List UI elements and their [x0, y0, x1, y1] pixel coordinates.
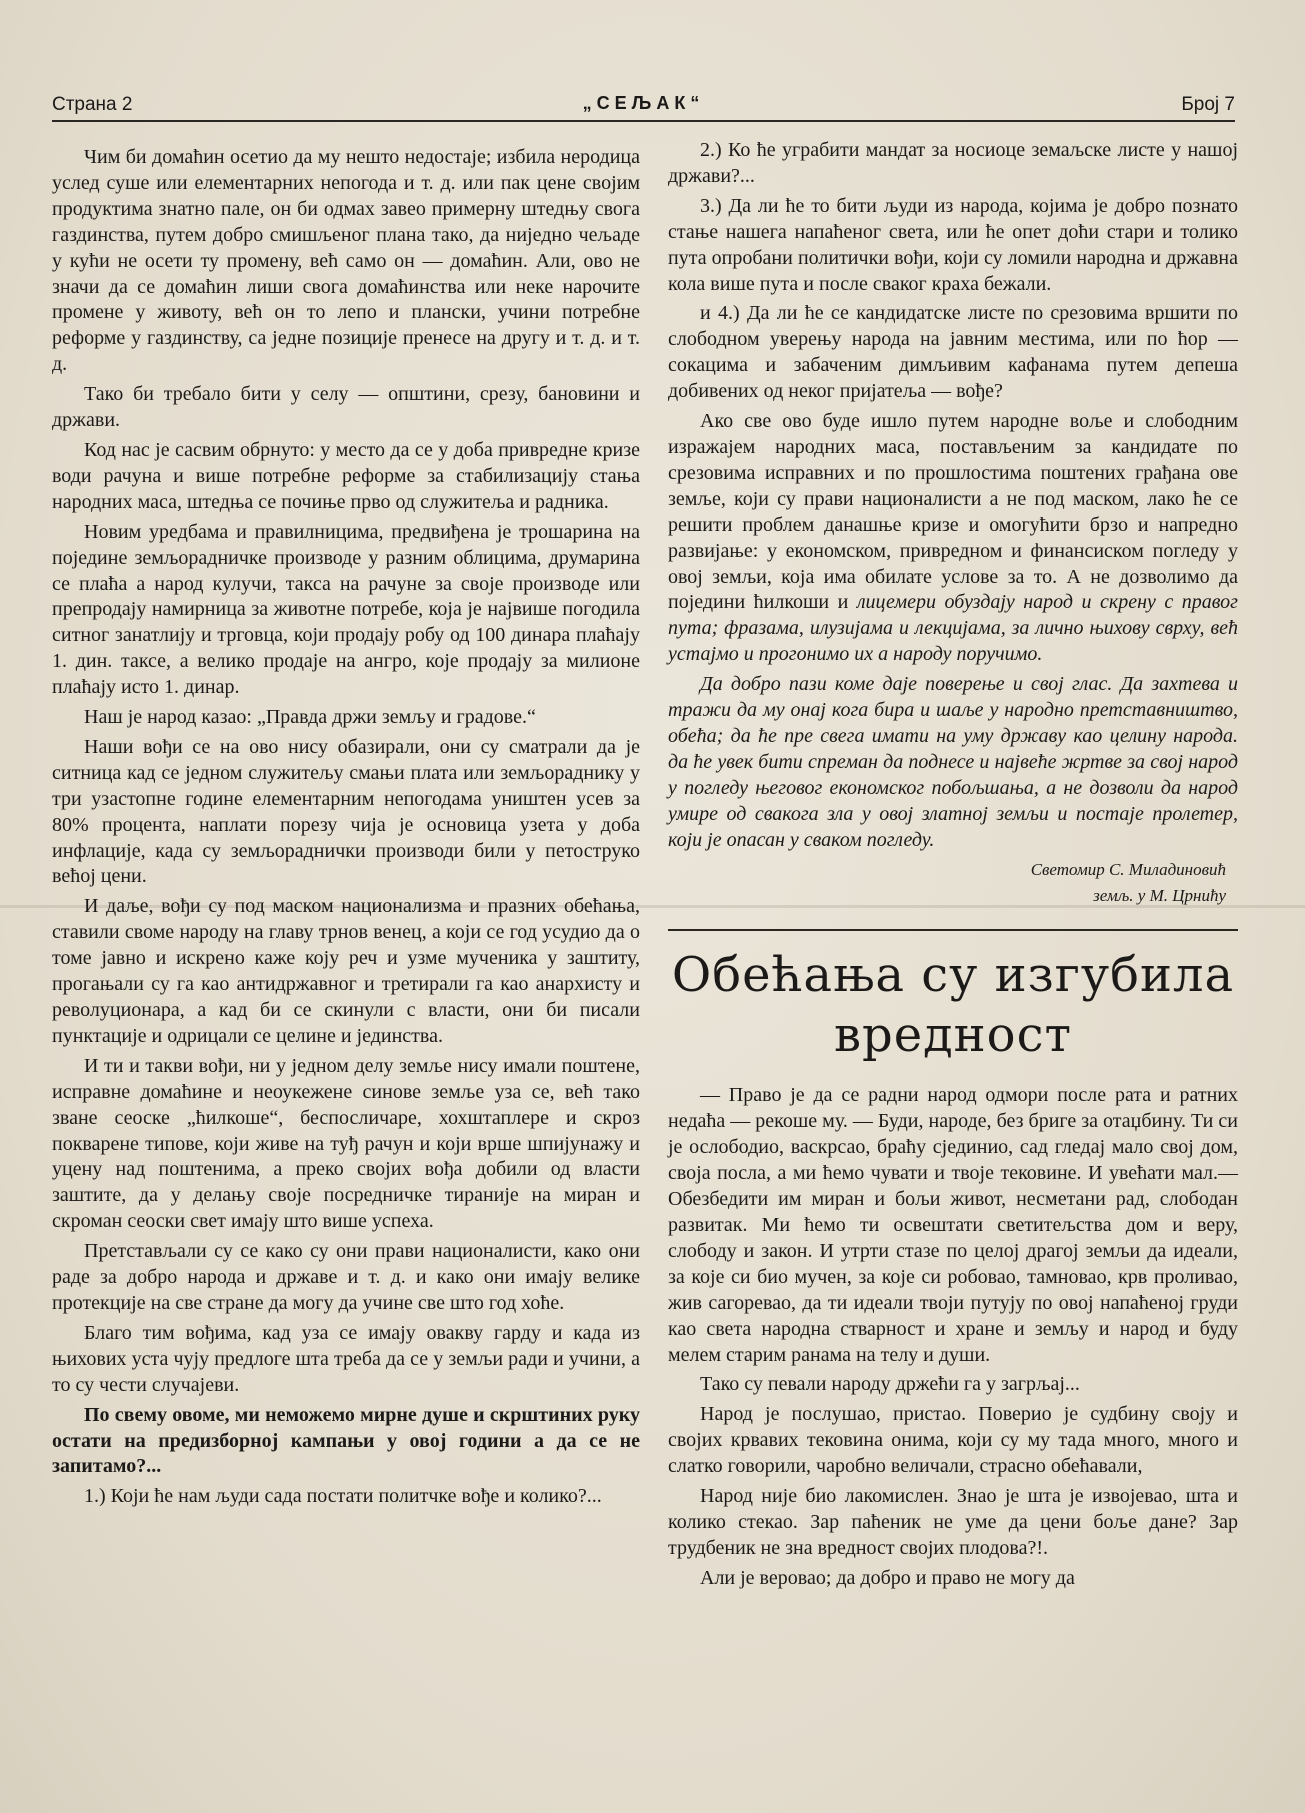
paragraph: Тако су певали народу држећи га у загрљај... [700, 1373, 1080, 1396]
issue-number: Број 7 [1181, 94, 1235, 115]
author-place: земљ. у М. Црнићу [1093, 886, 1226, 906]
paragraph: Наш је народ казао: „Правда држи земљу и градове.“ [84, 706, 536, 729]
paragraph: Народ није био лакомислен. Знао је шта је извојевао, шта и колико стекао. Зар паћеник не уме да цени боље дане? Зар трудбеник не зна вредност својих плодова?!. [668, 1485, 1238, 1559]
article-headline: Обећања су изгубила вредност [671, 947, 1235, 1064]
paragraph: Претстављали су се како су они прави националисти, како они раде за добро народа и државе и т. д. и како они имају велике протекције на све стране да могу да учине све што год хоће. [52, 1240, 640, 1314]
paragraph: и 4.) Да ли ће се кандидатске листе по срезовима вршити по слободном уверењу народа на јавним местима, или по ћор — сокацима и забаченим димљивим кафанама путем депеша добивених од неког пријатеља — вође? [668, 302, 1238, 403]
paragraph: Али је веровао; да добро и право не могу да [700, 1566, 1075, 1589]
paragraph: И даље, вођи су под маском национализма и празних обећања, ставили своме народу на главу трнов венец, а који се год усудио да о томе јавно и искрено каже коју реч и узме мученика у заштиту, прогањали су га као антидржавног и третирали га као анархисту и револуционара, а кад би се скинули с власти, они би писали пунктације и одрицали се целине и јединства. [52, 895, 640, 1047]
text-regular: Ако све ово буде ишло путем народне воље и слободним изражајем народних маса, постављеним за кандидате по срезовима исправних и по прошлостима поштених грађана ове земље, који су прави националисти а не под маском, лако ће се решити проблем данашње кризе и омогућити брзо и напредно развијање: у економском, привредном и финансиском погледу у овој земљи, која има обилате услове за то. А не дозволимо да поједини ћилкоши и [668, 410, 1238, 614]
text-italic: лицемери обуздају народ и скрену с правог пута; фразама, илузијама и лекцијама, за лично њихову сврху, већ устајмо и прогонимо их а народу поручимо. [668, 591, 1238, 666]
newspaper-title: „СЕЉАК“ [582, 93, 705, 113]
paragraph: 3.) Да ли ће то бити људи из народа, којима је добро познато стање нашега напаћеног света, или ће опет доћи стари и толико пута опробани политички вођи, који су ломили народна и државна кола више пута и после сваког краха бежали. [668, 194, 1238, 295]
paragraph: Новим уредбама и правилницима, предвиђена је трошарина на поједине земљорадничке производе у разним облицима, друмарина се плаћа а народ кулучи, такса на рачуне за своје производе или препродају намирница за животне потребе, која је највише погодила ситног занатлију и трговца, који продају робу од 100 динара плаћају 1. дин. таксе, а велико продаје на ангро, које продају за милионе плаћају исто 1. динар. [52, 520, 640, 699]
divider [668, 929, 1238, 931]
left-column [52, 145, 640, 1514]
bold-paragraph: По свему овоме, ми неможемо мирне душе и скрштиних руку остати на предизборној кампањи у овој години а да се не запитамо?... [52, 1403, 640, 1478]
page-header [52, 88, 1235, 122]
paragraph: Чим би домаћин осетио да му нешто недостаје; избила неродица услед суше или елементарних непогода и т. д. или пак цене својим продуктима знатно пале, он би одмах завео примерну штедњу свога газдинства, путем добро смишљеног плана тако, да ниједно чељаде у кући не осети ту промену, већ само он — домаћин. Али, ово не значи да се домаћин лиши свога домаћинства или неке нарочите промене у животу, већ он то лепо и плански, учини потребне реформе у газдинству, са једне позиције пренесе на другу и т. д. и т. д. [52, 146, 640, 376]
signature [668, 857, 1226, 909]
paragraph: Благо тим вођима, кад уза се имају овакву гарду и када из њихових уста чују предлоге шта треба да се у земљи ради и учини, а то су чести случајеви. [52, 1321, 640, 1396]
paragraph: — Право је да се радни народ одмори после рата и ратних недаћа — рекоше му. — Буди, народе, без бриге за отаџбину. Ти си је ослободио, васкрсао, браћу сјединио, сад гледај мало свој дом, своја посла, а ми ћемо чувати и твоје тековине. И увећати мал.— Обезбедити им миран и бољи живот, несметани рад, слободан развитак. Ми ћемо ти освештати светитељства дом и веру, слободу и закон. И утрти стазе по целој драгој земљи да идеали, за које си био мучен, за које си робовао, тамновао, крв проливао, жив сагоревао, да ти идеали твоји путују по овој напаћеној груди као света народна стварност и хране и земљу и народ и буду мелем старим ранама на телу и души. [668, 1084, 1238, 1366]
right-column [668, 138, 1238, 1596]
italic-paragraph: Да добро пази коме даје поверење и свој глас. Да захтева и тражи да му онај кога бира и шаље у народно претставништво, обећа; да ће пре свега имати на уму државу као целину народа. да ће увек бити спреман да поднесе и највеће жртве за свој народ у погледу његовог економског побољшања, а не дозволи да народ умире од свакога зла у овој златној земљи и постаје пролетер, који је опасан у сваком погледу. [668, 673, 1238, 851]
paragraph: Наши вођи се на ово нису обазирали, они су сматрали да је ситница кад се једном служитељу смањи плата или земљораднику у три узастопне године елементарним непогодама уништен усев за 80% процента, наплати порезу чија је основица узета у доба инфлације, када су земљораднички производи били у петоструко већој цени. [52, 735, 640, 888]
paragraph [668, 409, 1238, 668]
paragraph: Тако би требало бити у селу — општини, срезу, бановини и држави. [52, 383, 640, 432]
paragraph: И ти и такви вођи, ни у једном делу земље нису имали поштене, исправне домаћине и неоукежене синове земље уза се, већ тако зване сеоске „ћилкоше“, беспосличаре, хохштаплере и скроз покварене типове, који живе на туђ рачун и који врше шпијунажу и уцену над поштенима, а преко својих вођа добили од власти заштите, да у делању своје посредничке тираније на миран и скроман сеоски свет имају што више успеха. [52, 1054, 640, 1233]
author-name: Светомир С. Миладиновић [1030, 860, 1226, 880]
paragraph: Код нас је сасвим обрнуто: у место да се у доба привредне кризе води рачуна и више потребне реформе за стабилизацију стања народних маса, штедња се почиње прво од служитеља и радника. [52, 438, 640, 513]
paragraph: 1.) Који ће нам људи сада постати политчке вође и колико?... [84, 1485, 602, 1508]
paragraph: Народ је послушао, пристао. Поверио је судбину своју и својих крвавих тековина онима, који су му тада много, много и слатко говорили, чаробно величали, страсно обећавали, [668, 1403, 1238, 1478]
paragraph: 2.) Ко ће уграбити мандат за носиоце земаљске листе у нашој држави?... [668, 139, 1238, 187]
page-number: Страна 2 [52, 94, 133, 115]
